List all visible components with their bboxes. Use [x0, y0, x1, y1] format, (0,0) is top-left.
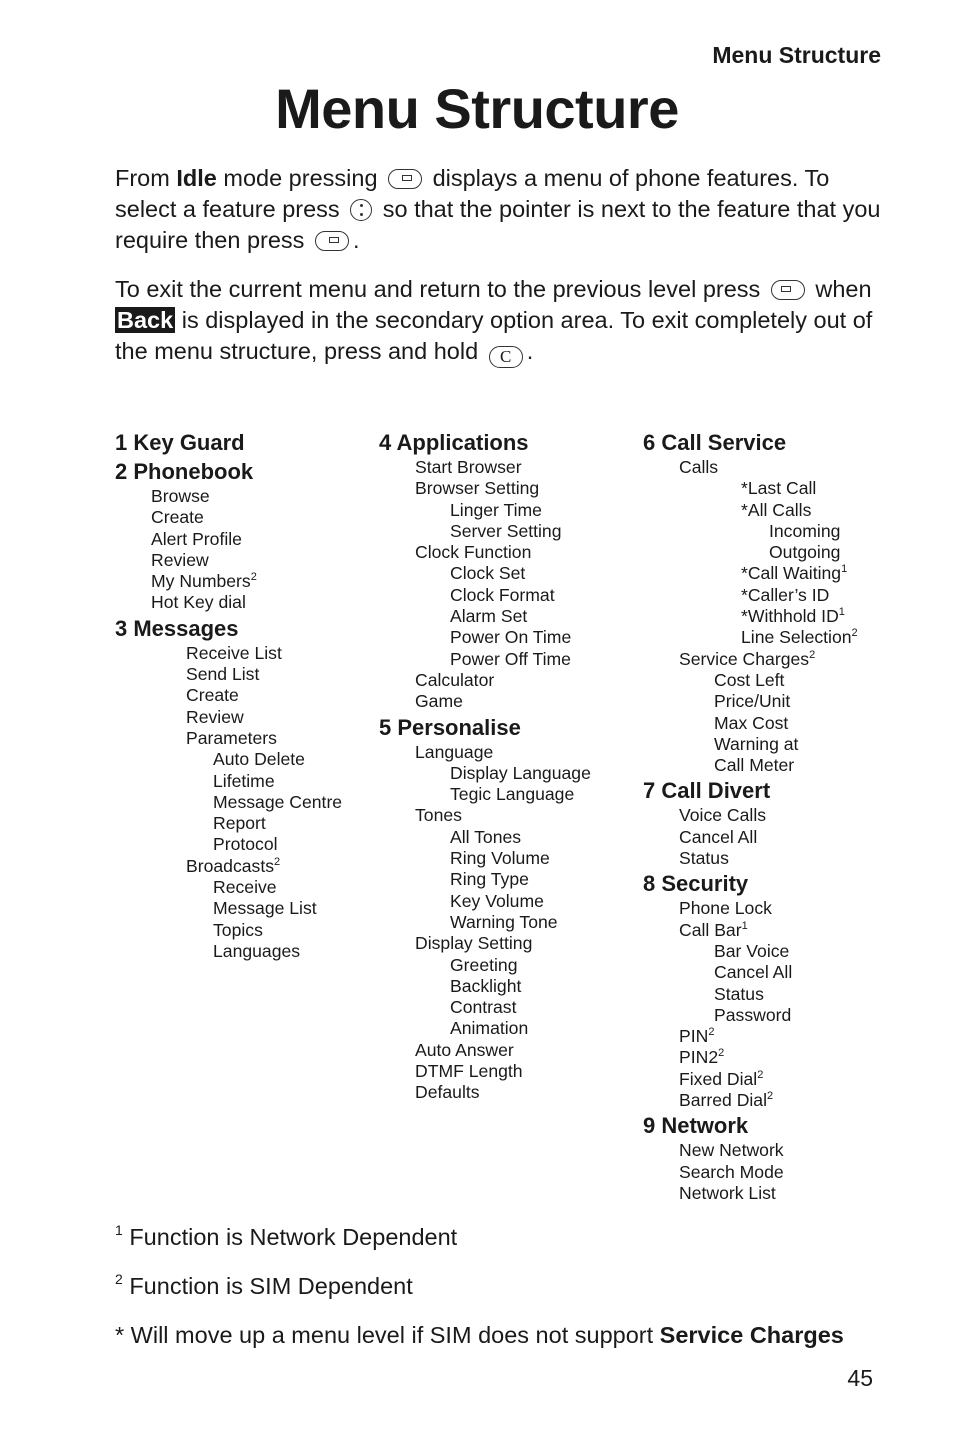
menu-item-label: Line Selection	[741, 627, 852, 648]
menu-item	[379, 997, 591, 1018]
menu-item-label: Lifetime	[213, 770, 275, 791]
menu-item	[643, 984, 858, 1005]
menu-item	[643, 898, 858, 919]
menu-item	[115, 877, 342, 898]
menu-item	[115, 728, 342, 749]
footnote-text: Function is Network Dependent	[122, 1224, 458, 1250]
menu-section-label: 1 Key Guard	[115, 430, 245, 455]
menu-item	[379, 521, 591, 542]
menu-item-label: Call Meter	[714, 755, 795, 776]
menu-item	[643, 1090, 858, 1111]
menu-item-label: Calculator	[415, 669, 495, 690]
menu-item-label: Server Setting	[450, 520, 562, 541]
menu-item	[379, 848, 591, 869]
menu-item	[643, 606, 858, 627]
intro-text: From	[115, 165, 177, 191]
menu-item	[643, 542, 858, 563]
menu-item	[643, 1005, 858, 1026]
menu-item	[643, 962, 858, 983]
footnote-marker: 2	[274, 855, 281, 868]
menu-item-label: Voice Calls	[679, 805, 767, 826]
menu-section-label: 7 Call Divert	[643, 778, 771, 804]
menu-item-label: Contrast	[450, 997, 517, 1018]
menu-item	[643, 457, 858, 478]
footnote-mark: 2	[115, 1271, 123, 1287]
menu-item	[643, 670, 858, 691]
menu-item	[643, 827, 858, 848]
menu-item-label: Service Charges	[679, 648, 810, 669]
menu-item	[115, 664, 342, 685]
menu-item	[379, 670, 591, 691]
menu-item-label: Ring Volume	[450, 848, 550, 869]
menu-item	[643, 478, 858, 499]
menu-item-label: Greeting	[450, 954, 518, 975]
menu-item-label: Outgoing	[769, 542, 841, 563]
menu-item-label: Display Setting	[415, 933, 533, 954]
menu-item-label: Auto Delete	[213, 749, 305, 770]
menu-item-label: Clock Format	[450, 584, 555, 605]
intro-text: .	[526, 338, 534, 364]
menu-item-label: Network List	[679, 1182, 776, 1203]
menu-item-label: Parameters	[186, 727, 277, 748]
footnote-service-charges	[115, 1322, 844, 1349]
menu-item	[643, 755, 858, 776]
menu-item	[643, 500, 858, 521]
menu-item-label: Search Mode	[679, 1161, 784, 1182]
menu-section-heading	[643, 1112, 858, 1140]
menu-item	[115, 749, 342, 770]
intro-text: .	[352, 227, 360, 253]
menu-item-label: Message List	[213, 898, 317, 919]
menu-item	[643, 1183, 858, 1204]
menu-section-label: 6 Call Service	[643, 430, 787, 455]
page-number: 45	[847, 1365, 873, 1391]
menu-item	[379, 891, 591, 912]
footnote-text: * Will move up a menu level if SIM does not support	[115, 1322, 660, 1348]
footnote-marker: 2	[851, 627, 858, 640]
back-label: Back	[117, 307, 174, 333]
menu-item-label: My Numbers	[151, 571, 251, 592]
menu-item	[379, 805, 591, 826]
menu-section-heading	[643, 777, 858, 805]
menu-item-label: Auto Answer	[415, 1039, 514, 1060]
menu-item-label: Tones	[415, 805, 462, 826]
menu-section-label: 9 Network	[643, 1113, 749, 1139]
menu-item	[379, 784, 591, 805]
footnote-marker: 2	[767, 1090, 774, 1103]
intro-text: is displayed in the secondary option area. To exit completely out of the menu structure, press and hold	[115, 307, 873, 364]
menu-item	[643, 627, 858, 648]
menu-item	[379, 763, 591, 784]
menu-item	[115, 550, 342, 571]
menu-item	[115, 507, 342, 528]
menu-item	[115, 592, 342, 613]
running-head: Menu Structure	[712, 42, 881, 68]
menu-item-label: Language	[415, 741, 494, 762]
footnote-network-dependent	[115, 1224, 457, 1251]
menu-item-label: Review	[151, 549, 209, 570]
menu-item	[379, 500, 591, 521]
menu-item-label: Animation	[450, 1018, 529, 1039]
menu-item	[379, 585, 591, 606]
menu-item-label: Status	[714, 983, 764, 1004]
intro-text: displays a menu of phone features. To select a feature press	[115, 165, 830, 222]
menu-item-label: Hot Key dial	[151, 592, 246, 613]
menu-item	[115, 707, 342, 728]
menu-item-label: Message Centre	[213, 791, 343, 812]
intro-paragraph-2	[115, 274, 895, 368]
menu-item-label: *All Calls	[741, 499, 812, 520]
menu-item	[643, 848, 858, 869]
menu-item	[379, 691, 591, 712]
right-softkey-icon	[388, 169, 422, 189]
menu-item	[643, 649, 858, 670]
menu-item	[643, 941, 858, 962]
menu-item-label: Password	[714, 1004, 792, 1025]
menu-item	[643, 734, 858, 755]
menu-section-label: 8 Security	[643, 871, 749, 897]
menu-item-label: Tegic Language	[450, 784, 575, 805]
menu-item-label: Max Cost	[714, 712, 789, 733]
intro-text: when	[808, 276, 872, 302]
menu-item-label: *Last Call	[741, 478, 817, 499]
menu-column-1	[115, 428, 342, 962]
footnote-marker: 2	[757, 1068, 764, 1081]
menu-item-label: All Tones	[450, 826, 522, 847]
menu-item-label: Barred Dial	[679, 1090, 768, 1111]
footnote-marker: 1	[841, 563, 848, 576]
menu-item	[379, 827, 591, 848]
menu-item	[643, 1162, 858, 1183]
menu-item	[379, 563, 591, 584]
menu-item	[379, 1082, 591, 1103]
menu-section-heading	[643, 870, 858, 898]
menu-item-label: *Caller’s ID	[741, 584, 830, 605]
menu-item	[379, 976, 591, 997]
menu-item	[115, 571, 342, 592]
menu-item	[115, 643, 342, 664]
menu-item	[379, 1040, 591, 1061]
menu-item-label: Receive	[213, 877, 277, 898]
menu-item-label: Create	[151, 507, 204, 528]
menu-item	[643, 805, 858, 826]
menu-item	[115, 941, 342, 962]
intro-paragraph-1	[115, 163, 895, 256]
menu-item-label: Warning at	[714, 733, 799, 754]
footnote-marker: 1	[741, 919, 748, 932]
menu-item-label: Call Bar	[679, 919, 742, 940]
menu-item-label: Receive List	[186, 642, 282, 663]
intro-text: mode pressing	[216, 165, 385, 191]
footnote-marker: 2	[708, 1026, 715, 1039]
menu-section-label: 2 Phonebook	[115, 459, 254, 484]
menu-item-label: Price/Unit	[714, 691, 791, 712]
menu-item	[115, 856, 342, 877]
menu-item-label: PIN	[679, 1026, 709, 1047]
menu-item	[379, 649, 591, 670]
menu-section-heading	[115, 458, 342, 486]
menu-section-heading	[379, 429, 591, 457]
menu-item-label: Display Language	[450, 762, 591, 783]
menu-item-label: Linger Time	[450, 499, 542, 520]
menu-item-label: Power Off Time	[450, 648, 571, 669]
right-softkey-icon	[315, 231, 349, 251]
menu-section-label: 3 Messages	[115, 615, 239, 641]
idle-keyword: Idle	[176, 165, 217, 191]
menu-item-label: Power On Time	[450, 627, 572, 648]
menu-item	[379, 1061, 591, 1082]
menu-item-label: Backlight	[450, 975, 522, 996]
menu-item-label: Browser Setting	[415, 478, 540, 499]
menu-item-label: New Network	[679, 1140, 784, 1161]
menu-item	[115, 898, 342, 919]
menu-item	[379, 933, 591, 954]
page-title: Menu Structure	[275, 77, 679, 140]
menu-item	[643, 1047, 858, 1068]
menu-item	[115, 792, 342, 813]
menu-item	[643, 1026, 858, 1047]
menu-item-label: Cancel All	[679, 826, 758, 847]
menu-section-label: 4 Applications	[379, 430, 529, 455]
menu-item	[643, 1140, 858, 1161]
menu-item	[115, 529, 342, 550]
menu-item-label: Create	[186, 685, 239, 706]
menu-item	[115, 685, 342, 706]
menu-section-heading	[643, 429, 858, 457]
menu-item	[643, 691, 858, 712]
left-softkey-icon	[771, 280, 805, 300]
footnote-marker: 1	[838, 606, 845, 619]
menu-item-label: PIN2	[679, 1047, 719, 1068]
menu-item-label: Broadcasts	[186, 855, 275, 876]
menu-item-label: Calls	[679, 457, 719, 477]
footnote-text: Function is SIM Dependent	[122, 1273, 413, 1299]
menu-section-heading	[379, 714, 591, 742]
menu-item-label: Warning Tone	[450, 911, 558, 932]
menu-item-label: Key Volume	[450, 890, 544, 911]
menu-item-label: Cost Left	[714, 669, 785, 690]
menu-item-label: Browse	[151, 486, 210, 506]
menu-item	[379, 627, 591, 648]
intro-text: To exit the current menu and return to the previous level press	[115, 276, 767, 302]
menu-item-label: Protocol	[213, 834, 278, 855]
menu-item	[115, 813, 342, 834]
menu-item-label: Defaults	[415, 1082, 480, 1103]
menu-item-label: Topics	[213, 919, 263, 940]
menu-item-label: Incoming	[769, 520, 841, 541]
clear-key-icon: C	[489, 346, 523, 368]
menu-item-label: Report	[213, 813, 266, 834]
menu-item	[115, 486, 342, 507]
menu-item-label: Review	[186, 706, 244, 727]
intro-text: so that the pointer is next to the feature that you require then press	[115, 196, 881, 253]
menu-item	[643, 713, 858, 734]
menu-item	[115, 771, 342, 792]
service-charges-keyword: Service Charges	[659, 1322, 844, 1348]
footnote-marker: 2	[250, 571, 257, 584]
menu-item	[379, 606, 591, 627]
menu-item-label: Ring Type	[450, 869, 529, 890]
menu-item-label: DTMF Length	[415, 1061, 523, 1082]
menu-item-label: Fixed Dial	[679, 1068, 758, 1089]
menu-item-label: *Call Waiting	[741, 563, 842, 584]
menu-item	[379, 955, 591, 976]
menu-item-label: Alarm Set	[450, 606, 528, 627]
menu-item	[115, 920, 342, 941]
footnote-marker: 2	[809, 648, 816, 661]
menu-item	[379, 742, 591, 763]
menu-item	[379, 542, 591, 563]
menu-section-heading	[115, 615, 342, 643]
menu-column-3	[643, 428, 858, 1204]
menu-item-label: Start Browser	[415, 457, 522, 477]
menu-item-label: *Withhold ID	[741, 606, 839, 627]
menu-item-label: Status	[679, 848, 729, 869]
menu-item	[379, 912, 591, 933]
menu-section-label: 5 Personalise	[379, 714, 521, 740]
menu-item-label: Clock Function	[415, 542, 532, 563]
menu-item-label: Cancel All	[714, 962, 793, 983]
menu-item	[379, 869, 591, 890]
menu-section-heading	[115, 429, 342, 457]
menu-item	[379, 457, 591, 478]
menu-item-label: Alert Profile	[151, 528, 242, 549]
menu-item	[643, 563, 858, 584]
navigation-key-icon	[350, 199, 372, 221]
footnote-marker: 2	[718, 1047, 725, 1060]
menu-item	[379, 478, 591, 499]
menu-item	[115, 834, 342, 855]
menu-item	[379, 1018, 591, 1039]
menu-item-label: Send List	[186, 664, 260, 685]
menu-item	[643, 521, 858, 542]
menu-item	[643, 1069, 858, 1090]
footnote-sim-dependent	[115, 1273, 413, 1300]
menu-item-label: Bar Voice	[714, 940, 790, 961]
menu-item-label: Languages	[213, 940, 301, 961]
menu-item	[643, 585, 858, 606]
menu-item-label: Clock Set	[450, 563, 526, 584]
menu-column-2	[379, 428, 591, 1104]
menu-item-label: Game	[415, 691, 463, 712]
footnote-mark: 1	[115, 1222, 123, 1238]
menu-item	[643, 920, 858, 941]
menu-item-label: Phone Lock	[679, 898, 772, 919]
